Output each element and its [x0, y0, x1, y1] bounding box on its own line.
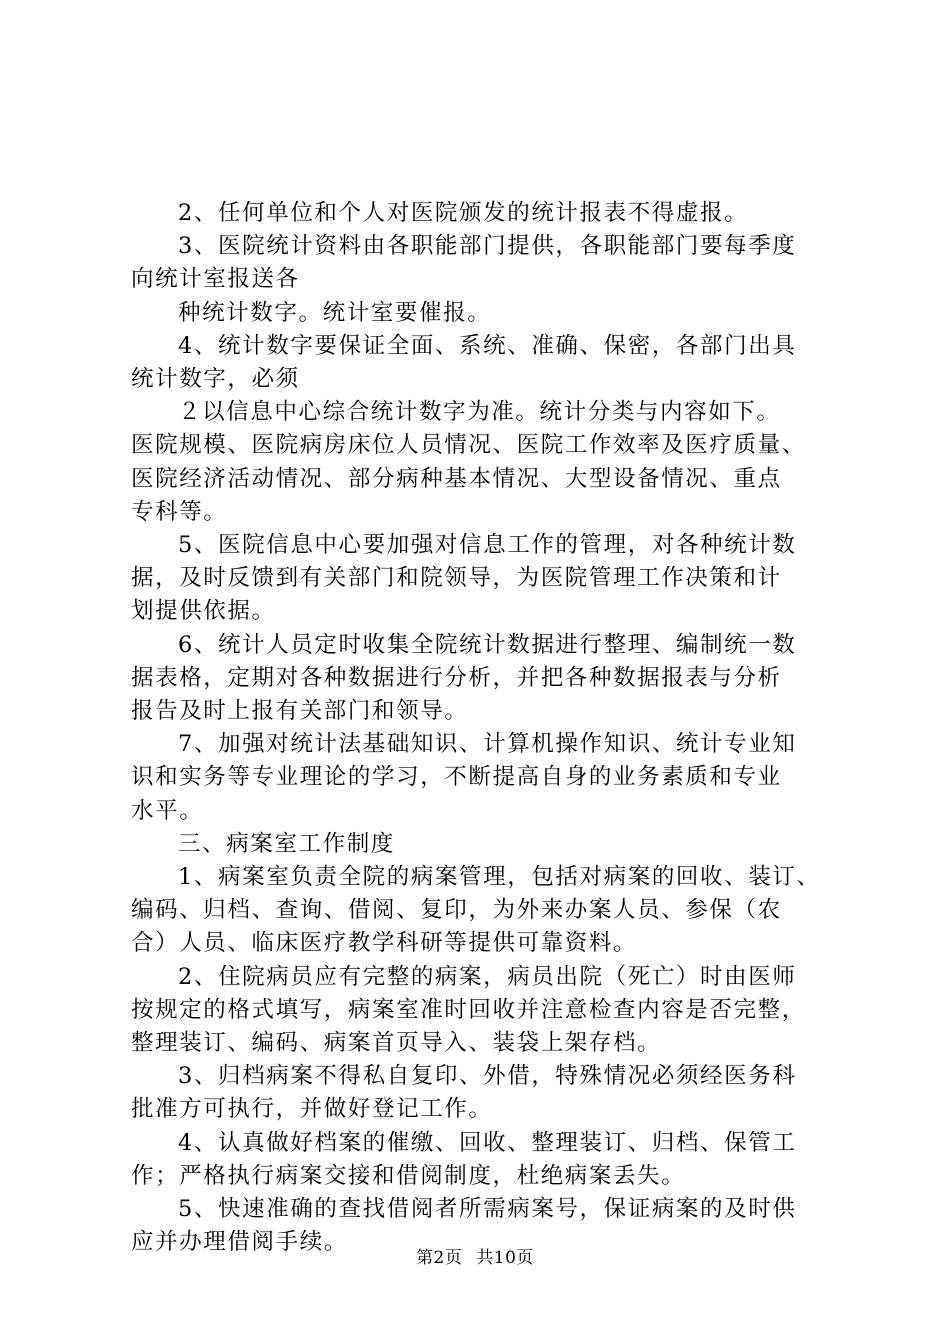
paragraph-line: 医院经济活动情况、部分病种基本情况、大型设备情况、重点 — [131, 465, 782, 492]
page-footer — [0, 1243, 950, 1268]
paragraph-line: 种统计数字。统计室要催报。 — [178, 299, 492, 326]
paragraph-line: 3、归档病案不得私自复印、外借，特殊情况必须经医务科 — [178, 1063, 797, 1090]
paragraph-line: 识和实务等专业理论的学习，不断提高自身的业务素质和专业 — [131, 764, 782, 791]
page-number: 第2页 — [416, 1248, 463, 1268]
paragraph-line: 批准方可执行，并做好登记工作。 — [131, 1096, 493, 1123]
paragraph-line: 5、医院信息中心要加强对信息工作的管理，对各种统计数 — [178, 532, 797, 559]
paragraph-line: 7、加强对统计法基础知识、计算机操作知识、统计专业知 — [178, 731, 797, 758]
paragraph-line: 3、医院统计资料由各职能部门提供，各职能部门要每季度 — [178, 233, 797, 260]
paragraph-line: 2、任何单位和个人对医院颁发的统计报表不得虚报。 — [178, 200, 749, 226]
paragraph-line: 专科等。 — [131, 498, 228, 525]
paragraph-line: 据表格，定期对各种数据进行分析，并把各种数据报表与分析 — [131, 664, 782, 691]
paragraph-line: 报告及时上报有关部门和领导。 — [131, 698, 469, 725]
paragraph-line: 应并办理借阅手续。 — [131, 1229, 348, 1256]
paragraph-line: 合）人员、临床医疗教学科研等提供可靠资料。 — [131, 930, 638, 957]
paragraph-line: 据，及时反馈到有关部门和院领导，为医院管理工作决策和计 — [131, 565, 782, 592]
paragraph-line: 整理装订、编码、病案首页导入、装袋上架存档。 — [131, 1030, 662, 1057]
paragraph-line: 按规定的格式填写，病案室准时回收并注意检查内容是否完整， — [131, 996, 806, 1023]
paragraph-line: 4、统计数字要保证全面、系统、准确、保密，各部门出具 — [178, 332, 797, 359]
paragraph-line: ２以信息中心综合统计数字为准。统计分类与内容如下。 — [178, 399, 781, 426]
paragraph-line: 向统计室报送各 — [131, 266, 300, 293]
section-heading: 三、病案室工作制度 — [178, 830, 395, 857]
paragraph-line: 4、认真做好档案的催缴、回收、整理装订、归档、保管工 — [178, 1129, 797, 1156]
paragraph-line: 1、病案室负责全院的病案管理，包括对病案的回收、装订、 — [178, 864, 821, 891]
paragraph-line: 作；严格执行病案交接和借阅制度，杜绝病案丢失。 — [131, 1162, 686, 1189]
paragraph-line: 医院规模、医院病房床位人员情况、医院工作效率及医疗质量、 — [131, 432, 806, 459]
paragraph-line: 6、统计人员定时收集全院统计数据进行整理、编制统一数 — [178, 631, 797, 658]
paragraph-line: 划提供依据。 — [131, 598, 276, 625]
total-pages: 共10页 — [476, 1248, 534, 1268]
document-body — [131, 197, 833, 1260]
paragraph-line: 水平。 — [131, 797, 204, 824]
paragraph-line: 统计数字，必须 — [131, 366, 300, 393]
paragraph-line: 5、快速准确的查找借阅者所需病案号，保证病案的及时供 — [178, 1196, 797, 1223]
paragraph-line: 2、住院病员应有完整的病案，病员出院（死亡）时由医师 — [178, 963, 797, 990]
paragraph-line: 编码、归档、查询、借阅、复印，为外来办案人员、参保（农 — [131, 897, 782, 924]
